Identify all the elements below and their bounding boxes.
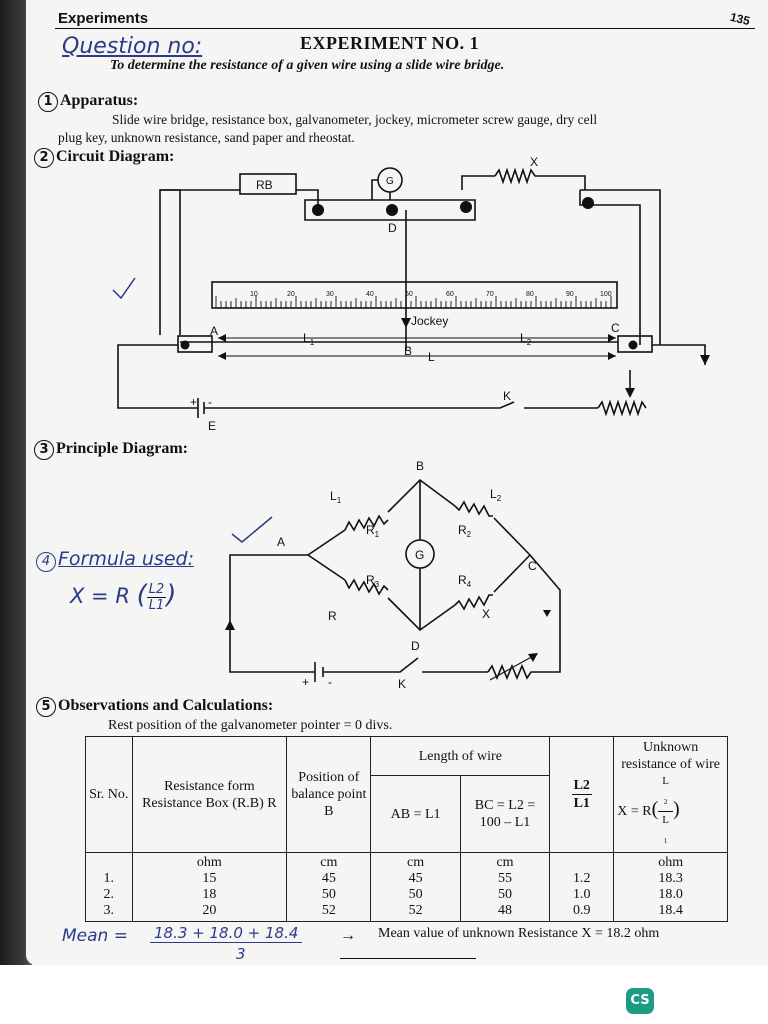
table-header-row xyxy=(86,737,728,776)
x-resistor-label: X xyxy=(482,607,491,621)
unit-pos: cm xyxy=(320,855,338,871)
header-sr: Sr. No. xyxy=(86,737,133,853)
a-label: A xyxy=(210,324,219,338)
unit-bc: cm xyxy=(496,855,514,871)
scale-tick-label: 70 xyxy=(486,291,494,298)
col-b xyxy=(287,853,371,922)
galvanometer-label: G xyxy=(386,176,394,187)
mean-value-text: Mean value of unknown Resistance X = 18.2 ohm xyxy=(378,926,660,941)
mean-denominator: 3 xyxy=(236,945,246,963)
col-ratio xyxy=(550,853,614,922)
col-x xyxy=(614,853,728,922)
node-d-label: D xyxy=(411,639,420,653)
circuit-heading-text: Circuit Diagram: xyxy=(56,148,175,165)
step-number-1: 1 xyxy=(38,92,58,112)
question-note: Question no: xyxy=(62,34,203,59)
r-label: R xyxy=(328,609,337,623)
ratio-denominator: L1 xyxy=(573,796,590,812)
aim-text: To determine the resistance of a given wire using a slide wire bridge. xyxy=(110,58,505,73)
cell-label: E xyxy=(208,419,217,433)
observations-heading-text: Observations and Calculations: xyxy=(58,697,274,714)
x-eq: X = xyxy=(617,803,639,819)
node-b-label: B xyxy=(416,459,425,473)
rest-position-text: Rest position of the galvanometer pointer = 0 divs. xyxy=(108,718,393,733)
scale-tick-label: 80 xyxy=(526,291,534,298)
formula-denominator: L1 xyxy=(148,597,165,613)
l1-3: 52 xyxy=(408,903,423,919)
r1-label: $R_1$ xyxy=(366,523,380,539)
x-1: 18.3 xyxy=(658,871,683,887)
l2-3: 48 xyxy=(498,903,512,919)
header-ab-l1: AB = L1 xyxy=(371,776,460,853)
sr-2: 2. xyxy=(103,887,114,903)
scale-tick-label: 60 xyxy=(446,291,454,298)
scale-tick-label: 10 xyxy=(250,291,258,298)
l1-1: 45 xyxy=(408,871,423,887)
r3-label: $R_3$ xyxy=(366,573,380,589)
c-label: C xyxy=(611,321,620,335)
observations-table xyxy=(85,736,728,922)
experiment-title: EXPERIMENT NO. 1 xyxy=(300,33,480,53)
cell-plus: + xyxy=(302,675,310,689)
unit-x: ohm xyxy=(658,855,684,871)
tick-mark-icon xyxy=(232,517,272,542)
unit-ab: cm xyxy=(407,855,425,871)
circuit-diagram xyxy=(0,0,768,440)
header-ratio xyxy=(550,737,614,853)
col-l2 xyxy=(460,853,549,922)
node-c-label: C xyxy=(528,559,537,573)
plus-sign: + xyxy=(190,395,198,409)
x-3: 18.4 xyxy=(658,903,683,919)
apparatus-heading-text: Apparatus: xyxy=(60,92,139,109)
rb-label: RB xyxy=(256,178,273,192)
minus-sign: - xyxy=(208,395,212,409)
r-3: 20 xyxy=(202,903,217,919)
x-numerator: L $_2$ xyxy=(658,773,673,812)
header-balance-point: Position of balance point B xyxy=(287,737,371,853)
x-r: R xyxy=(642,803,652,819)
x-denominator: L $_1$ xyxy=(662,814,670,846)
ratio-numerator: L2 xyxy=(573,778,590,794)
d-label: D xyxy=(388,221,397,235)
step-number-2: 2 xyxy=(34,148,54,168)
col-l1 xyxy=(371,853,460,922)
step-number-3: 3 xyxy=(34,440,54,460)
sr-1: 1. xyxy=(103,871,114,887)
formula-label xyxy=(36,548,194,572)
header-length-of-wire: Length of wire xyxy=(371,737,550,776)
scale-tick-label: 20 xyxy=(287,291,295,298)
b-1: 45 xyxy=(321,871,336,887)
mean-label: Mean = xyxy=(62,926,128,946)
table-body-row xyxy=(86,853,728,922)
b-2: 50 xyxy=(321,887,336,903)
formula-label-text: Formula used: xyxy=(58,548,194,570)
apparatus-line-1: Slide wire bridge, resistance box, galvanometer, jockey, micrometer screw gauge, dry cell xyxy=(112,112,598,127)
r4-label: $R_4$ xyxy=(458,573,472,589)
cell-minus: - xyxy=(328,675,332,689)
r-1: 15 xyxy=(202,871,217,887)
l2-label: $L_2$ xyxy=(520,331,532,347)
l2-branch-label: $L_2$ xyxy=(490,487,502,503)
jockey-label: Jockey xyxy=(411,314,449,328)
col-sr xyxy=(86,853,133,922)
b-3: 52 xyxy=(321,903,336,919)
scale-tick-label: 30 xyxy=(326,291,334,298)
r-2: 18 xyxy=(202,887,217,903)
x-label: X xyxy=(530,155,539,169)
unit-rb: ohm xyxy=(196,855,222,871)
scale-tick-label: 100 xyxy=(600,291,612,298)
header-resistance-box: Resistance form Resistance Box (R.B) R xyxy=(132,737,287,853)
ratio-3: 0.9 xyxy=(572,903,591,919)
scale-tick-label: 90 xyxy=(566,291,574,298)
x-2: 18.0 xyxy=(658,887,683,903)
col-r xyxy=(132,853,287,922)
key-label: K xyxy=(503,389,512,403)
formula-expression: X = R ( $\frac{L2}{L1}$ ) xyxy=(70,580,177,613)
l1-label: $L_1$ xyxy=(303,331,315,347)
l2-1: 55 xyxy=(498,871,512,887)
ratio-1: 1.2 xyxy=(572,871,591,887)
principle-diagram xyxy=(0,450,768,700)
apparatus-line-2: plug key, unknown resistance, sand paper and rheostat. xyxy=(58,130,355,145)
observations-heading xyxy=(36,697,273,717)
l2-2: 50 xyxy=(498,887,512,903)
tick-mark-icon xyxy=(113,278,135,298)
step-number-5: 5 xyxy=(36,697,56,717)
scale-tick-label: 40 xyxy=(366,291,374,298)
r2-label: $R_2$ xyxy=(458,523,472,539)
unknown-resistance-formula: X = R( L $_2$ L $_1$ ) xyxy=(617,773,724,850)
l1-branch-label: $L_1$ xyxy=(330,489,342,505)
l-label: L xyxy=(428,350,435,364)
unknown-resistance-title: Unknown resistance of wire xyxy=(621,740,720,772)
b-label: B xyxy=(404,344,413,358)
arrow-right-icon: → xyxy=(340,927,356,944)
ratio-2: 1.0 xyxy=(572,887,591,903)
section-header: Experiments xyxy=(58,10,149,27)
header-bc-l2: BC = L2 = 100 – L1 xyxy=(460,776,549,853)
formula-lhs: X = R xyxy=(70,584,130,608)
page-number: 135 xyxy=(728,9,752,29)
node-a-label: A xyxy=(277,535,286,549)
l1-2: 50 xyxy=(408,887,423,903)
mean-numerator: 18.3 + 18.0 + 18.4 xyxy=(150,924,302,943)
sr-3: 3. xyxy=(103,903,114,919)
header-unknown-resistance xyxy=(614,737,728,853)
principle-heading-text: Principle Diagram: xyxy=(56,440,188,457)
key-k-label: K xyxy=(398,677,407,691)
galvanometer-g-label: G xyxy=(415,548,425,562)
underline-rule xyxy=(340,958,476,959)
step-number-4: 4 xyxy=(36,552,56,572)
camscanner-logo-icon: CS xyxy=(626,988,654,1014)
scale-tick-label: 50 xyxy=(405,291,413,298)
formula-numerator: L2 xyxy=(148,581,165,597)
